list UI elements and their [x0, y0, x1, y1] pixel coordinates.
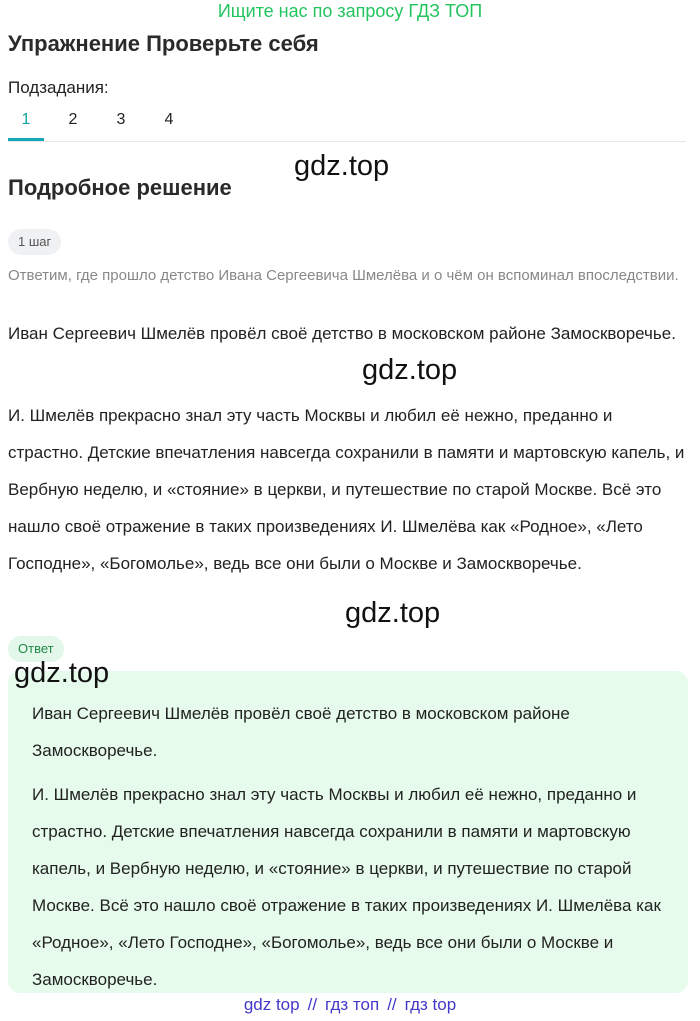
footer-link[interactable]: гдз топ: [325, 995, 380, 1014]
watermark: gdz.top: [362, 354, 458, 386]
tab-subtask-1[interactable]: 1: [8, 104, 44, 141]
step-hint: Ответим, где прошло детство Ивана Сергеевича Шмелёва и о чём он вспоминал впоследствии.: [8, 267, 679, 284]
tab-subtask-3[interactable]: 3: [116, 111, 126, 128]
subtask-tabs: [8, 104, 686, 142]
footer-separator: //: [307, 995, 318, 1014]
answer-box: [8, 671, 688, 993]
step-badge: 1 шаг: [8, 229, 61, 255]
solution-heading: Подробное решение: [8, 175, 232, 200]
watermark: gdz.top: [14, 657, 110, 689]
footer-separator: //: [387, 995, 397, 1014]
solution-paragraph: И. Шмелёв прекрасно знал эту часть Москвы и любил её нежно, преданно и страстно. Детские впечатления навсегда сохранили в памяти и мартовскую капель, и Вербную неделю, и «стояние» в церкви, и путешествие по старой Москве. Всё это нашло своё отражение в таких произведениях И. Шмелёва как «Родное», «Лето Господне», «Богомолье», ведь все они были о Москве и Замоскворечье.: [8, 406, 685, 573]
tab-subtask-2[interactable]: 2: [68, 111, 78, 128]
subtasks-label: Подзадания:: [8, 78, 109, 97]
tab-subtask-4[interactable]: 4: [164, 111, 174, 128]
watermark: gdz.top: [294, 150, 390, 182]
search-banner: Ищите нас по запросу ГДЗ ТОП: [217, 1, 483, 21]
footer-links: [0, 995, 700, 1015]
watermark: gdz.top: [345, 597, 441, 629]
page-title: Упражнение Проверьте себя: [8, 31, 319, 56]
answer-paragraph: И. Шмелёв прекрасно знал эту часть Москвы и любил её нежно, преданно и страстно. Детские впечатления навсегда сохранили в памяти и мартовскую капель, и Вербную неделю, и «стояние» в церкви, и путешествие по старой Москве. Всё это нашло своё отражение в таких произведениях И. Шмелёва как «Родное», «Лето Господне», «Богомолье», ведь все они были о Москве и Замоскворечье.: [32, 785, 661, 989]
footer-link[interactable]: gdz top: [243, 995, 300, 1014]
solution-paragraph: Иван Сергеевич Шмелёв провёл своё детство в московском районе Замоскворечье.: [8, 324, 676, 343]
answer-paragraph: Иван Сергеевич Шмелёв провёл своё детство в московском районе Замоскворечье.: [32, 704, 570, 760]
footer-link[interactable]: гдз top: [404, 995, 457, 1014]
answer-badge: Ответ: [8, 636, 64, 662]
